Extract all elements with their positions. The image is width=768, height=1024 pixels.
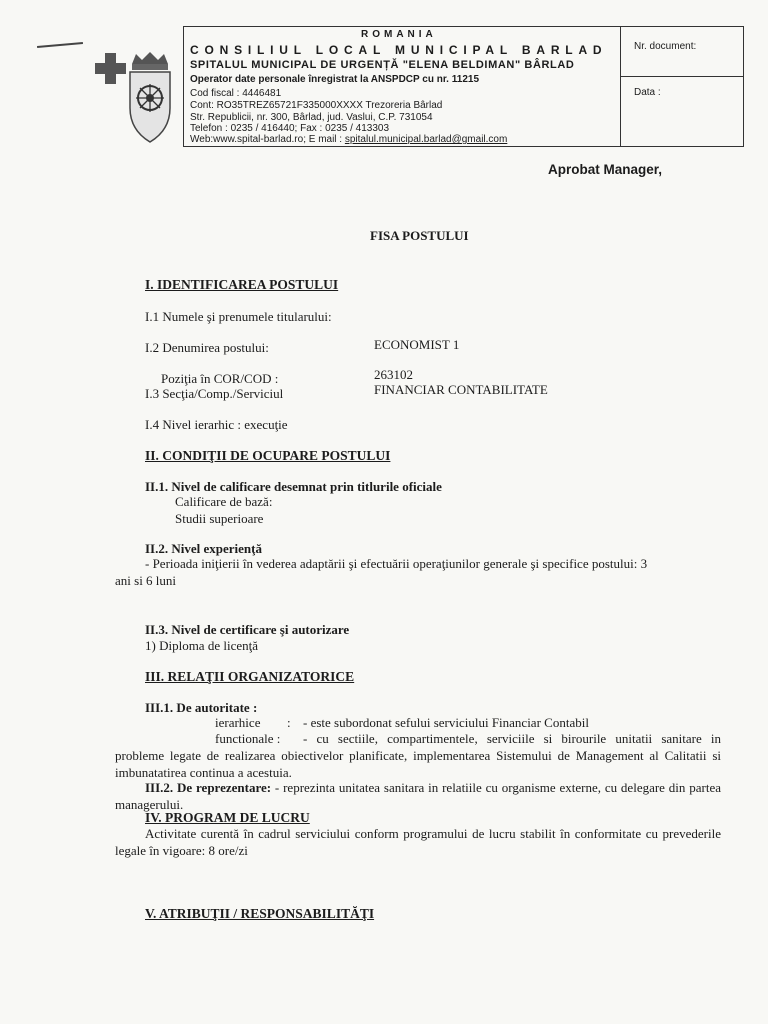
- cor-code-value: 263102: [374, 367, 413, 382]
- holder-name-label: I.1 Numele şi prenumele titularului:: [145, 309, 332, 324]
- coat-of-arms-icon: [126, 50, 174, 144]
- header-country: ROMANIA: [361, 29, 437, 40]
- authority-heading: III.1. De autoritate :: [145, 700, 258, 715]
- header-web: [190, 134, 507, 145]
- qualification-label: Calificare de bază:: [175, 494, 273, 509]
- cor-code-label: Poziţia în COR/COD :: [161, 371, 279, 386]
- header-phone: Telefon : 0235 / 416440; Fax : 0235 / 413303: [190, 123, 390, 134]
- functional-text: - cu sectiile, compartimentele, serviciile si birourile unitatii sanitare in: [303, 731, 721, 746]
- experience-heading: II.2. Nivel experienţă: [145, 541, 262, 556]
- header-web-text: Web:www.spital-barlad.ro; E mail :: [190, 134, 345, 145]
- scan-mark: [37, 42, 83, 48]
- doc-number-label: Nr. document:: [634, 41, 697, 52]
- representation-heading: III.2. De reprezentare:: [145, 780, 272, 795]
- section-2-heading: II. CONDIŢII DE OCUPARE POSTULUI: [145, 448, 391, 463]
- certification-heading: II.3. Nivel de certificare şi autorizare: [145, 622, 350, 637]
- header-email-link[interactable]: spitalul.municipal.barlad@gmail.com: [344, 134, 508, 145]
- section-3-heading: III. RELAŢII ORGANIZATORICE: [145, 669, 355, 684]
- hierarchy-level: I.4 Nivel ierarhic : execuţie: [145, 417, 288, 432]
- section-1-heading: I. IDENTIFICAREA POSTULUI: [145, 277, 339, 292]
- header-council: CONSILIUL LOCAL MUNICIPAL BARLAD: [190, 43, 608, 57]
- letterhead-divider: [620, 76, 744, 77]
- header-cod-fiscal: Cod fiscal : 4446481: [190, 88, 282, 99]
- position-name-value: ECONOMIST 1: [374, 337, 460, 352]
- department-label: I.3 Secţia/Comp./Serviciul: [145, 386, 284, 401]
- letterhead-divider: [620, 26, 621, 147]
- section-5-heading: V. ATRIBUŢII / RESPONSABILITĂŢI: [145, 906, 375, 921]
- representation-text: - reprezinta unitatea sanitara in relatiile cu organisme externe, cu delegare din partea managerului.: [115, 780, 721, 812]
- header-operator: Operator date personale înregistrat la ANSPDCP cu nr. 11215: [190, 74, 479, 85]
- page-title: FISA POSTULUI: [370, 228, 469, 243]
- section-4-heading: IV. PROGRAM DE LUCRU: [145, 810, 310, 825]
- work-program-text: Activitate curentă în cadrul serviciului conform programului de lucru stabilit în conformitate cu prevederile legale în vigoare: 8 ore/zi: [115, 826, 721, 858]
- position-name-label: I.2 Denumirea postului:: [145, 340, 269, 355]
- header-hospital: SPITALUL MUNICIPAL DE URGENȚĂ "ELENA BELDIMAN" BÂRLAD: [190, 59, 575, 71]
- experience-text-cont: ani si 6 luni: [115, 573, 177, 588]
- qualification-value: Studii superioare: [175, 511, 264, 526]
- functional-text-cont: probleme legate de realizarea obiectivelor planificate, implementarea Sistemului de Management al Calitatii si imbunatatirea continua a acestuia.: [115, 748, 721, 780]
- hierarchical-label: ierarhice: [215, 715, 261, 730]
- red-cross-icon: [95, 53, 126, 84]
- department-value: FINANCIAR CONTABILITATE: [374, 382, 548, 397]
- hierarchical-text: - este subordonat sefului serviciului Financiar Contabil: [303, 715, 589, 730]
- header-address: Str. Republicii, nr. 300, Bârlad, jud. Vaslui, C.P. 731054: [190, 112, 433, 123]
- functional-label: functionale :: [215, 731, 281, 746]
- approval-label: Aprobat Manager,: [548, 162, 663, 177]
- date-label: Data :: [634, 87, 661, 98]
- header-cont: Cont: RO35TREZ65721F335000XXXX Trezoreria Bârlad: [190, 100, 443, 111]
- certification-value: 1) Diploma de licenţă: [145, 638, 258, 653]
- experience-text: - Perioada iniţierii în vederea adaptării şi efectuării operaţiunilor generale şi specifice postului: 3: [145, 556, 648, 571]
- hierarchical-separator: :: [287, 715, 291, 730]
- qualification-heading: II.1. Nivel de calificare desemnat prin titlurile oficiale: [145, 479, 442, 494]
- representation-paragraph: [115, 779, 721, 813]
